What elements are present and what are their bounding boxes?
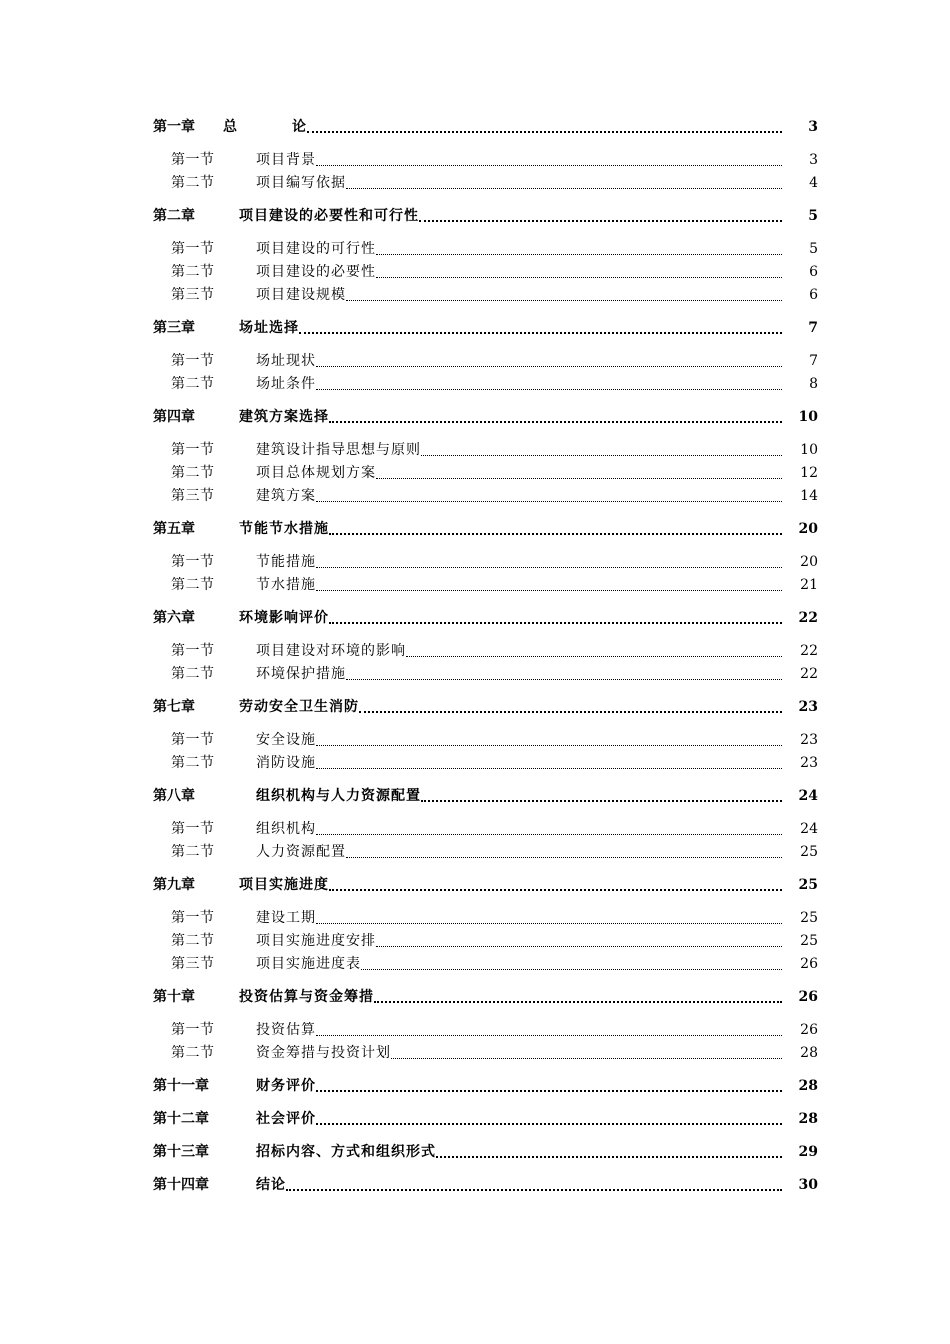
toc-chapter-row[interactable] — [153, 1174, 818, 1197]
toc-chapter-row[interactable] — [153, 317, 818, 340]
toc-section-row[interactable] — [153, 640, 818, 663]
toc-section-row[interactable] — [153, 953, 818, 976]
section-number: 第三节 — [171, 488, 215, 504]
dot-leader — [359, 711, 782, 713]
section-number: 第二节 — [171, 933, 215, 949]
section-title: 建设工期 — [256, 910, 316, 926]
toc-section-row[interactable] — [153, 149, 818, 172]
chapter-number: 第三章 — [153, 320, 195, 336]
section-title: 建筑设计指导思想与原则 — [256, 442, 421, 458]
section-number: 第一节 — [171, 732, 215, 748]
page-number: 23 — [800, 732, 818, 748]
chapter-number: 第十三章 — [153, 1144, 209, 1160]
dot-leader — [316, 1090, 782, 1092]
page-number: 26 — [798, 989, 818, 1005]
page-number: 12 — [800, 465, 818, 481]
chapter-title: 环境影响评价 — [239, 610, 329, 626]
section-title: 投资估算 — [256, 1022, 316, 1038]
section-title: 人力资源配置 — [256, 844, 346, 860]
toc-section-row[interactable] — [153, 574, 818, 597]
toc-section-row[interactable] — [153, 462, 818, 485]
chapter-number: 第九章 — [153, 877, 195, 893]
page-number: 14 — [800, 488, 818, 504]
dot-leader — [346, 188, 782, 189]
chapter-number: 第一章 — [153, 119, 195, 135]
toc-chapter-row[interactable] — [153, 696, 818, 719]
dot-leader — [346, 679, 782, 680]
page-number: 25 — [800, 844, 818, 860]
dot-leader — [436, 1156, 782, 1158]
chapter-number: 第十一章 — [153, 1078, 209, 1094]
section-title: 消防设施 — [256, 755, 316, 771]
section-title: 场址条件 — [256, 376, 316, 392]
section-number: 第一节 — [171, 554, 215, 570]
chapter-title: 社会评价 — [256, 1111, 316, 1127]
section-title: 项目实施进度表 — [256, 956, 361, 972]
toc-chapter-row[interactable] — [153, 607, 818, 630]
toc-section-row[interactable] — [153, 261, 818, 284]
dot-leader — [316, 1123, 782, 1125]
dot-leader — [316, 745, 782, 746]
dot-leader — [316, 768, 782, 769]
toc-section-row[interactable] — [153, 841, 818, 864]
page-number: 26 — [800, 956, 818, 972]
section-number: 第二节 — [171, 264, 215, 280]
page-number: 10 — [800, 442, 818, 458]
toc-section-row[interactable] — [153, 485, 818, 508]
dot-leader — [329, 622, 782, 624]
page-number: 22 — [800, 643, 818, 659]
toc-chapter-row[interactable] — [153, 406, 818, 429]
chapter-number: 第四章 — [153, 409, 195, 425]
dot-leader — [316, 389, 782, 390]
dot-leader — [316, 1035, 782, 1036]
dot-leader — [376, 946, 782, 947]
section-title: 项目建设对环境的影响 — [256, 643, 406, 659]
chapter-number: 第七章 — [153, 699, 195, 715]
section-number: 第三节 — [171, 956, 215, 972]
dot-leader — [316, 567, 782, 568]
page-number: 26 — [800, 1022, 818, 1038]
page-number: 28 — [798, 1078, 818, 1094]
section-title: 项目建设规模 — [256, 287, 346, 303]
page-number: 25 — [800, 910, 818, 926]
section-title: 项目总体规划方案 — [256, 465, 376, 481]
dot-leader — [316, 165, 782, 166]
dot-leader — [316, 834, 782, 835]
page-number: 3 — [809, 152, 818, 168]
page-number: 7 — [808, 320, 818, 336]
chapter-number: 第二章 — [153, 208, 195, 224]
chapter-title: 投资估算与资金筹措 — [239, 989, 374, 1005]
section-number: 第二节 — [171, 844, 215, 860]
chapter-number: 第六章 — [153, 610, 195, 626]
section-title: 节水措施 — [256, 577, 316, 593]
toc-section-row[interactable] — [153, 551, 818, 574]
toc-section-row[interactable] — [153, 350, 818, 373]
chapter-number: 第十四章 — [153, 1177, 209, 1193]
dot-leader — [316, 923, 782, 924]
section-title: 建筑方案 — [256, 488, 316, 504]
section-number: 第一节 — [171, 1022, 215, 1038]
section-title: 节能措施 — [256, 554, 316, 570]
section-title: 项目建设的可行性 — [256, 241, 376, 257]
toc-section-row[interactable] — [153, 907, 818, 930]
page-number: 20 — [798, 521, 818, 537]
dot-leader — [299, 332, 782, 334]
toc-chapter-row[interactable] — [153, 205, 818, 228]
page-number: 22 — [798, 610, 818, 626]
chapter-number: 第五章 — [153, 521, 195, 537]
toc-section-row[interactable] — [153, 729, 818, 752]
section-number: 第一节 — [171, 241, 215, 257]
page-number: 10 — [798, 409, 818, 425]
dot-leader — [346, 857, 782, 858]
section-number: 第一节 — [171, 152, 215, 168]
section-number: 第二节 — [171, 755, 215, 771]
chapter-title: 财务评价 — [256, 1078, 316, 1094]
dot-leader — [391, 1058, 782, 1059]
chapter-title: 结论 — [256, 1177, 286, 1193]
dot-leader — [286, 1189, 782, 1191]
toc-chapter-row[interactable] — [153, 1075, 818, 1098]
page-number: 7 — [809, 353, 818, 369]
section-number: 第一节 — [171, 821, 215, 837]
page-number: 5 — [809, 241, 818, 257]
page-number: 28 — [800, 1045, 818, 1061]
dot-leader — [419, 220, 782, 222]
toc-section-row[interactable] — [153, 373, 818, 396]
page-number: 8 — [809, 376, 818, 392]
page-number: 29 — [798, 1144, 818, 1160]
chapter-title: 建筑方案选择 — [239, 409, 329, 425]
page-number: 30 — [798, 1177, 818, 1193]
page-number: 4 — [809, 175, 818, 191]
dot-leader — [406, 656, 782, 657]
dot-leader — [316, 501, 782, 502]
toc-section-row[interactable] — [153, 1042, 818, 1065]
section-title: 资金筹措与投资计划 — [256, 1045, 391, 1061]
page-number: 3 — [808, 119, 818, 135]
section-number: 第二节 — [171, 1045, 215, 1061]
dot-leader — [346, 300, 782, 301]
section-number: 第一节 — [171, 910, 215, 926]
toc-section-row[interactable] — [153, 238, 818, 261]
chapter-title-part: 总 — [223, 119, 238, 135]
toc-section-row[interactable] — [153, 818, 818, 841]
dot-leader — [316, 590, 782, 591]
toc-section-row[interactable] — [153, 1019, 818, 1042]
section-title: 项目编写依据 — [256, 175, 346, 191]
toc-chapter-row[interactable] — [153, 785, 818, 808]
chapter-title: 场址选择 — [239, 320, 299, 336]
page-number: 5 — [808, 208, 818, 224]
toc-section-row[interactable] — [153, 284, 818, 307]
dot-leader — [307, 131, 782, 133]
dot-leader — [329, 533, 782, 535]
section-number: 第二节 — [171, 577, 215, 593]
chapter-number: 第十章 — [153, 989, 195, 1005]
toc-chapter-row[interactable] — [153, 874, 818, 897]
toc-section-row[interactable] — [153, 752, 818, 775]
table-of-contents — [153, 116, 818, 1197]
page-number: 25 — [798, 877, 818, 893]
section-number: 第二节 — [171, 175, 215, 191]
chapter-title: 招标内容、方式和组织形式 — [256, 1144, 436, 1160]
page-number: 6 — [809, 264, 818, 280]
chapter-number: 第八章 — [153, 788, 195, 804]
chapter-title: 项目实施进度 — [239, 877, 329, 893]
toc-chapter-row[interactable] — [153, 518, 818, 541]
toc-chapter-row[interactable] — [153, 1141, 818, 1164]
toc-chapter-row[interactable] — [153, 116, 818, 139]
section-number: 第一节 — [171, 442, 215, 458]
section-title: 安全设施 — [256, 732, 316, 748]
section-title: 场址现状 — [256, 353, 316, 369]
section-title: 项目建设的必要性 — [256, 264, 376, 280]
dot-leader — [376, 478, 782, 479]
dot-leader — [329, 421, 782, 423]
toc-section-row[interactable] — [153, 663, 818, 686]
section-number: 第一节 — [171, 643, 215, 659]
section-title: 项目背景 — [256, 152, 316, 168]
toc-chapter-row[interactable] — [153, 1108, 818, 1131]
page-number: 6 — [809, 287, 818, 303]
chapter-title: 节能节水措施 — [239, 521, 329, 537]
dot-leader — [361, 969, 782, 970]
page-number: 23 — [798, 699, 818, 715]
page-number: 24 — [798, 788, 818, 804]
page-number: 28 — [798, 1111, 818, 1127]
toc-section-row[interactable] — [153, 172, 818, 195]
section-number: 第二节 — [171, 376, 215, 392]
section-title: 项目实施进度安排 — [256, 933, 376, 949]
page-number: 23 — [800, 755, 818, 771]
dot-leader — [376, 277, 782, 278]
dot-leader — [316, 366, 782, 367]
dot-leader — [374, 1001, 782, 1003]
section-title: 环境保护措施 — [256, 666, 346, 682]
page-number: 24 — [800, 821, 818, 837]
chapter-title: 项目建设的必要性和可行性 — [239, 208, 419, 224]
chapter-number: 第十二章 — [153, 1111, 209, 1127]
chapter-title — [223, 116, 307, 139]
page-number: 25 — [800, 933, 818, 949]
dot-leader — [421, 455, 782, 456]
chapter-title: 组织机构与人力资源配置 — [256, 788, 421, 804]
section-title: 组织机构 — [256, 821, 316, 837]
page-number: 21 — [800, 577, 818, 593]
page-number: 20 — [800, 554, 818, 570]
toc-section-row[interactable] — [153, 930, 818, 953]
chapter-title: 劳动安全卫生消防 — [239, 699, 359, 715]
section-number: 第二节 — [171, 465, 215, 481]
chapter-title-part: 论 — [292, 119, 307, 135]
section-number: 第一节 — [171, 353, 215, 369]
page-number: 22 — [800, 666, 818, 682]
dot-leader — [421, 800, 782, 802]
section-number: 第二节 — [171, 666, 215, 682]
toc-chapter-row[interactable] — [153, 986, 818, 1009]
dot-leader — [376, 254, 782, 255]
section-number: 第三节 — [171, 287, 215, 303]
toc-section-row[interactable] — [153, 439, 818, 462]
dot-leader — [329, 889, 782, 891]
